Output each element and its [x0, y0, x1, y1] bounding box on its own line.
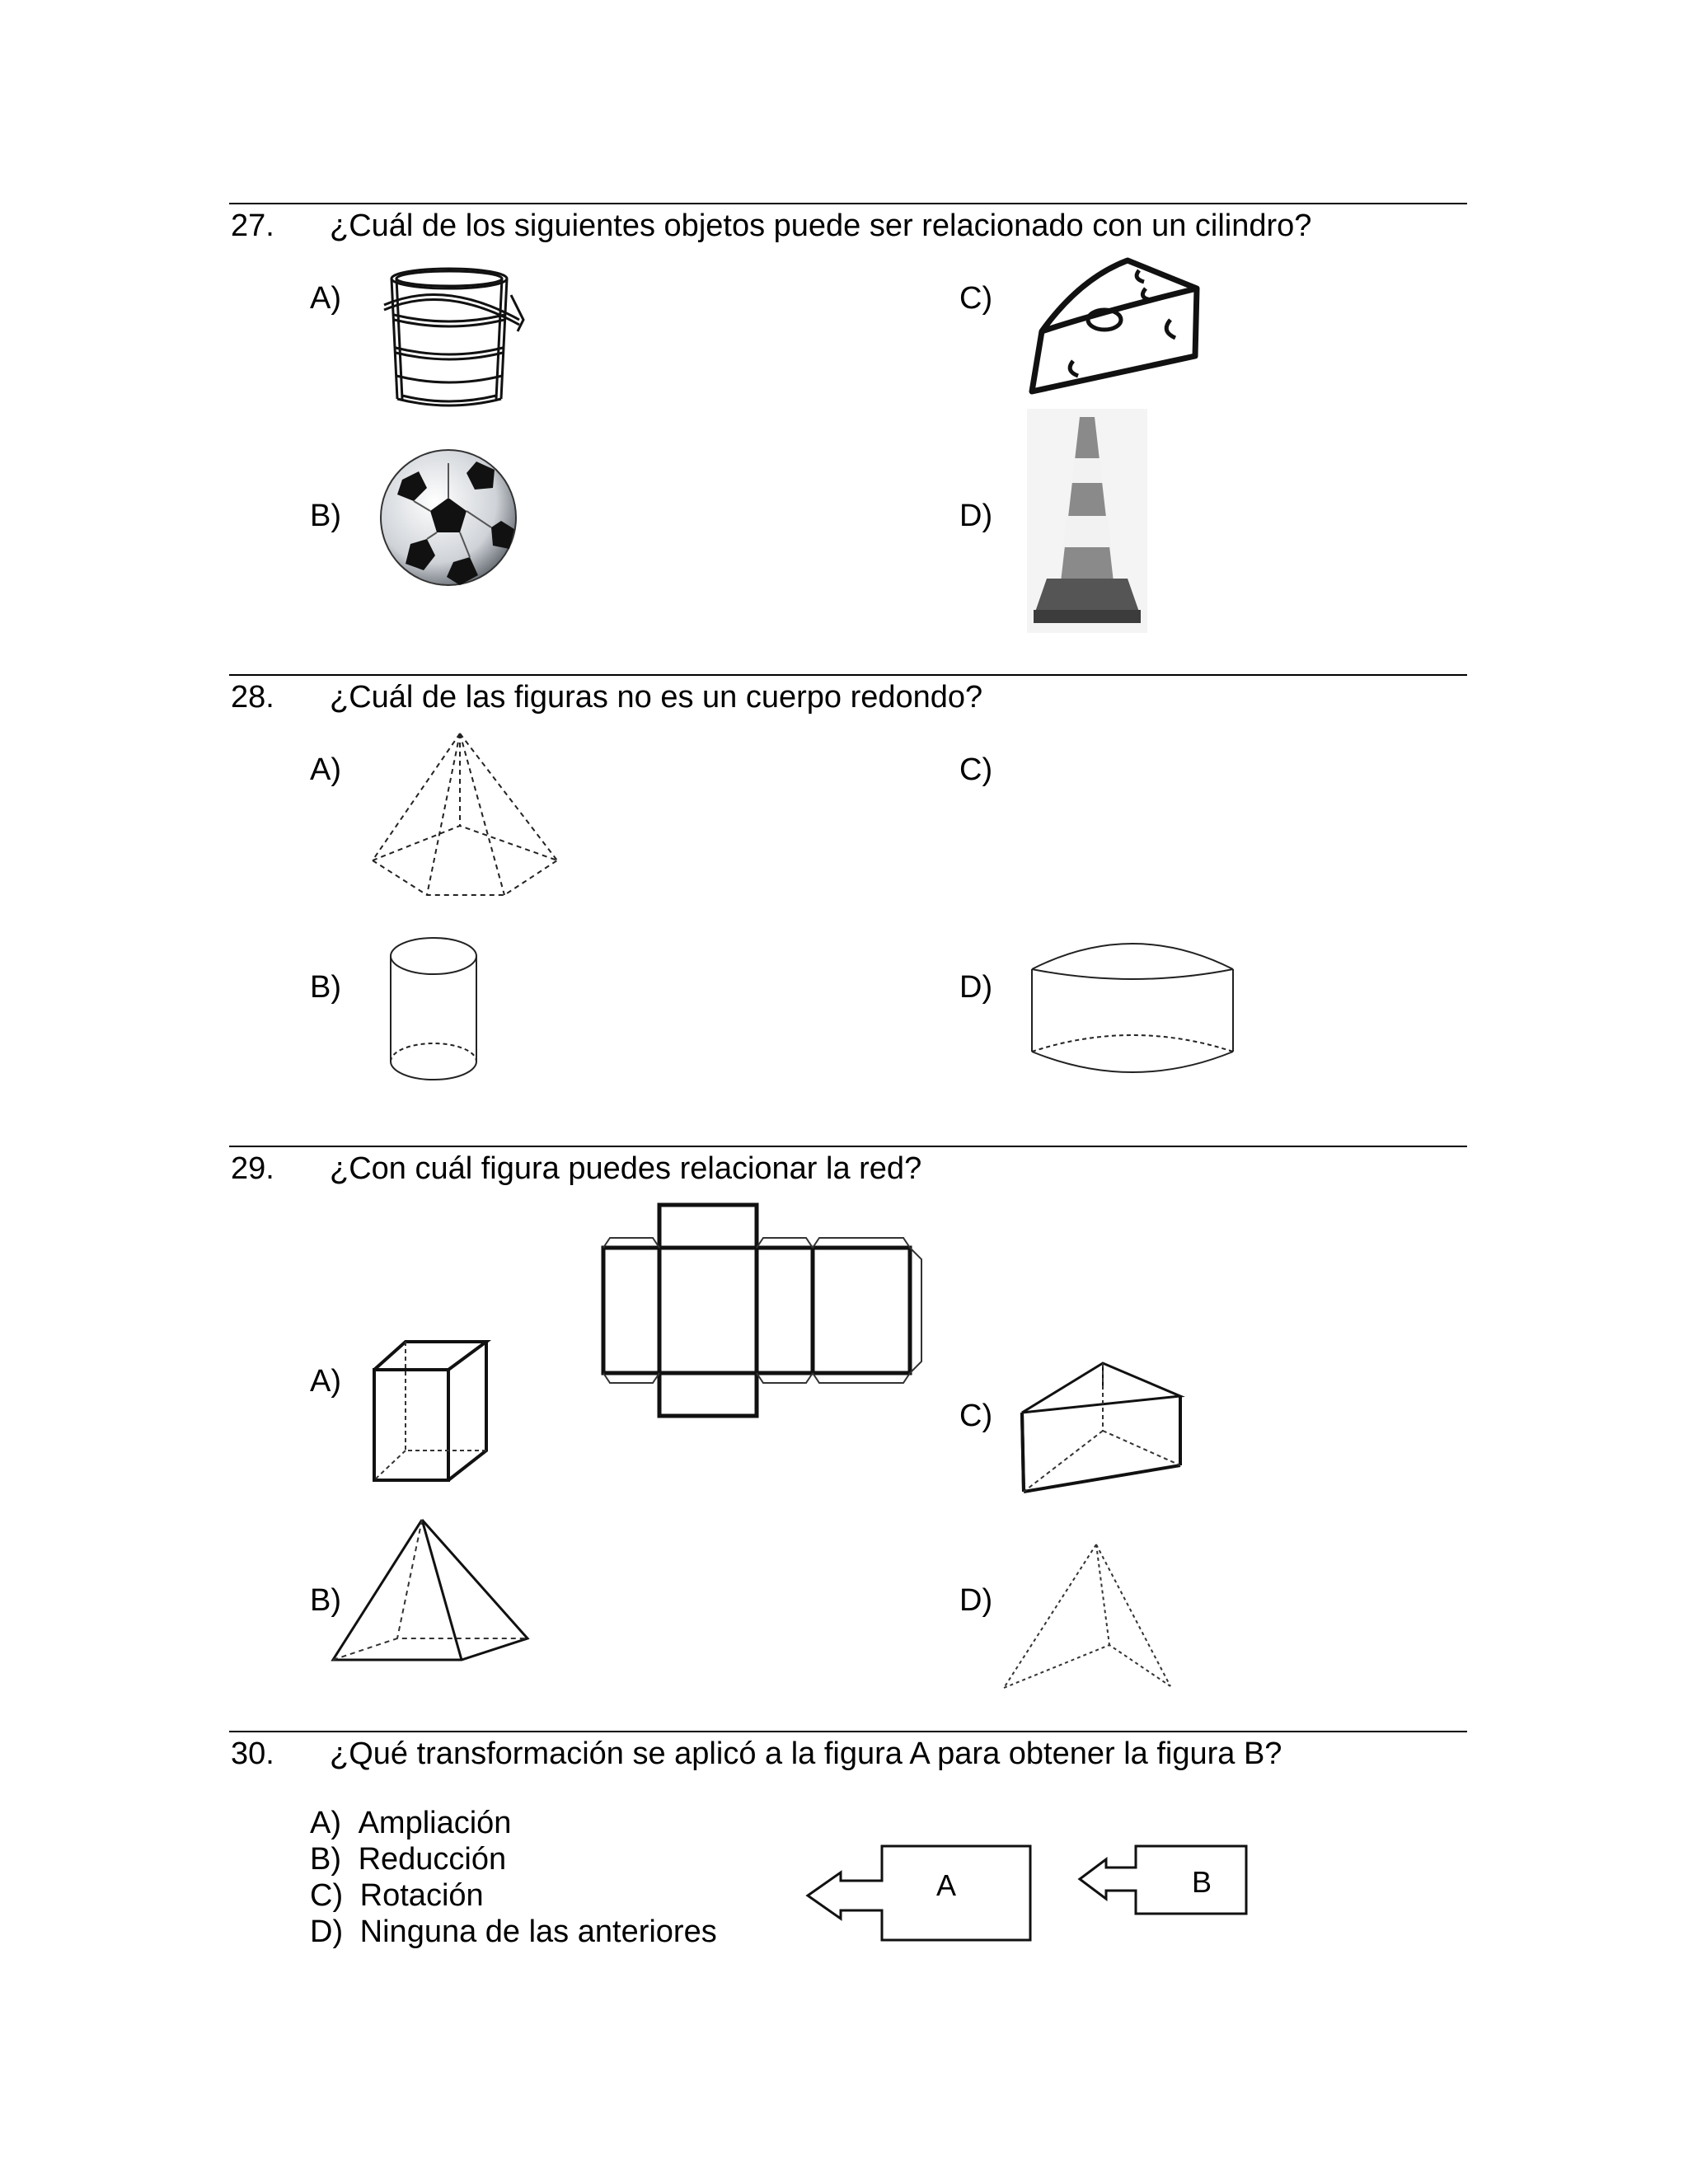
question-divider	[229, 674, 1467, 676]
answer-option-a[interactable]	[310, 1805, 511, 1841]
question-text: ¿Cuál de las figuras no es un cuerpo redondo?	[330, 680, 983, 715]
answer-text: Ampliación	[358, 1806, 512, 1840]
option-a-label[interactable]: A)	[310, 1364, 341, 1399]
answer-text: Ninguna de las anteriores	[359, 1915, 717, 1949]
question-text: ¿Cuál de los siguientes objetos puede ser relacionado con un cilindro?	[330, 209, 1312, 243]
triangular-prism-icon	[1017, 1333, 1187, 1497]
option-c-label[interactable]: C)	[959, 281, 993, 316]
question-divider	[229, 1146, 1467, 1147]
option-b-label[interactable]: B)	[310, 499, 341, 533]
question-number: 29.	[231, 1151, 274, 1186]
option-a-label[interactable]: A)	[310, 752, 341, 787]
option-d-label[interactable]: D)	[959, 1583, 993, 1618]
figure-b-arrow-shape	[1076, 1843, 1253, 1917]
answer-label: D)	[310, 1915, 344, 1949]
answer-option-d[interactable]	[310, 1914, 717, 1950]
answer-option-c[interactable]	[310, 1877, 484, 1914]
option-d-label[interactable]: D)	[959, 970, 993, 1005]
cheese-wedge-icon	[1022, 255, 1203, 397]
option-a-label[interactable]: A)	[310, 281, 341, 316]
option-c-label[interactable]: C)	[959, 752, 993, 787]
answer-label: C)	[310, 1878, 344, 1913]
rectangular-prism-icon	[369, 1337, 493, 1485]
question-text: ¿Con cuál figura puedes relacionar la red?	[330, 1151, 922, 1186]
figure-a-arrow-shape	[804, 1843, 1035, 1943]
answer-text: Reducción	[358, 1842, 507, 1877]
answer-option-b[interactable]	[310, 1841, 506, 1877]
pentagonal-pyramid-icon	[368, 729, 565, 902]
option-b-label[interactable]: B)	[310, 970, 341, 1005]
paint-bucket-icon	[379, 262, 536, 412]
answer-text: Rotación	[359, 1878, 484, 1913]
question-text: ¿Qué transformación se aplicó a la figura A para obtener la figura B?	[330, 1736, 1282, 1771]
option-b-label[interactable]: B)	[310, 1583, 341, 1618]
rectangular-prism-net-icon	[600, 1202, 941, 1418]
traffic-cone-icon	[1027, 409, 1147, 633]
question-number: 28.	[231, 680, 274, 715]
triangular-pyramid-icon	[999, 1541, 1179, 1693]
figure-a-label: A	[936, 1868, 957, 1902]
figure-b-label: B	[1192, 1865, 1212, 1899]
option-d-label[interactable]: D)	[959, 499, 993, 533]
soccer-ball-icon	[377, 447, 519, 588]
question-divider	[229, 203, 1467, 204]
answer-label: B)	[310, 1842, 341, 1877]
answer-label: A)	[310, 1806, 341, 1840]
cylinder-icon	[386, 935, 481, 1085]
wide-cylinder-icon	[1029, 936, 1236, 1076]
square-pyramid-icon	[330, 1515, 531, 1666]
question-divider	[229, 1731, 1467, 1732]
question-number: 30.	[231, 1736, 274, 1771]
option-c-label[interactable]: C)	[959, 1399, 993, 1433]
question-number: 27.	[231, 209, 274, 243]
